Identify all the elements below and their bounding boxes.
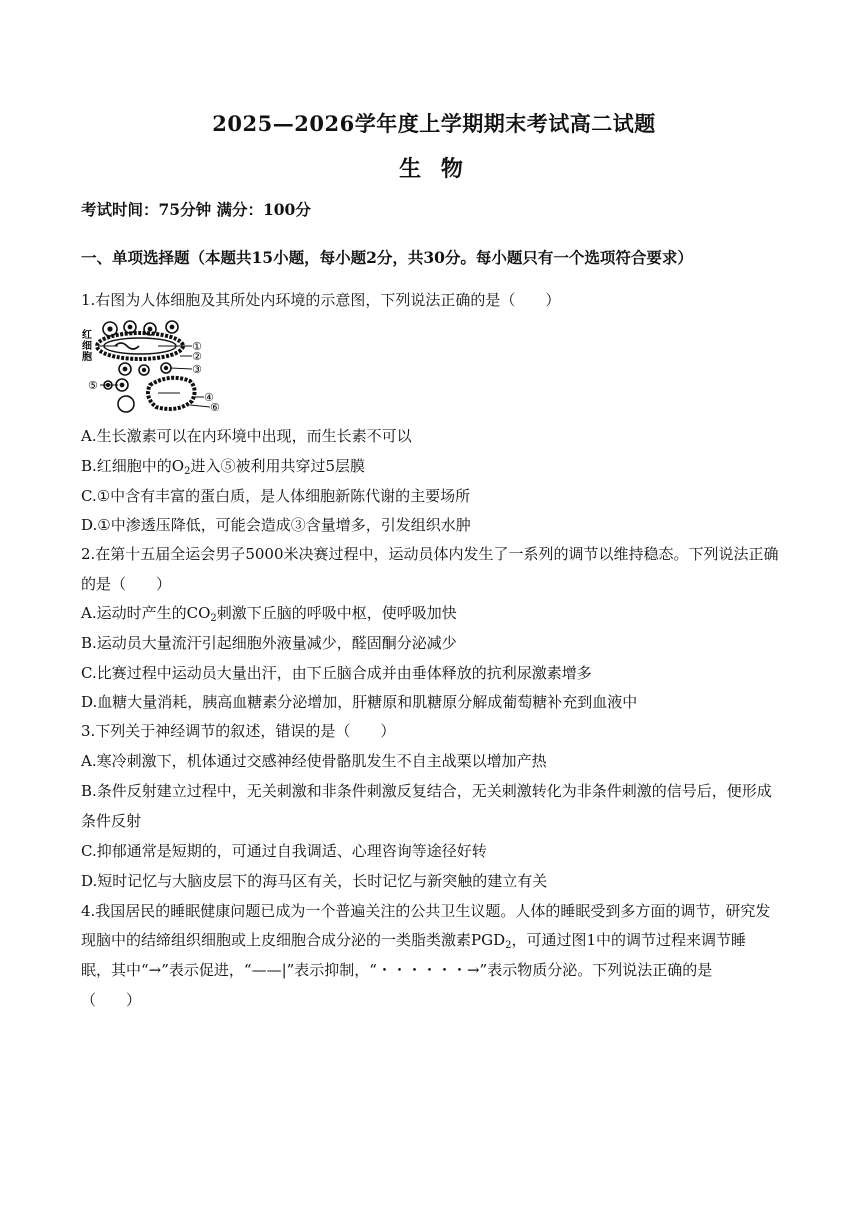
q2-option-a-sub: 2 bbox=[210, 613, 217, 624]
q4-line2-sub: 2 bbox=[505, 940, 512, 951]
question-3-stem: 3.下列关于神经调节的叙述，错误的是（ ） bbox=[81, 722, 396, 740]
red-cell-label-3: 胞 bbox=[82, 352, 92, 363]
q2-option-b: B.运动员大量流汗引起细胞外液量减少，醛固酮分泌减少 bbox=[81, 634, 457, 652]
question-4-stem-line1: 4.我国居民的睡眠健康问题已成为一个普遍关注的公共卫生议题。人体的睡眠受到多方面的调节，研究发 bbox=[81, 902, 771, 920]
q3-option-b-line2: 条件反射 bbox=[81, 812, 142, 830]
q4-line2-pre: 现脑中的结缔组织细胞或上皮细胞合成分泌的一类脂类激素PGD bbox=[81, 931, 506, 949]
q3-option-d: D.短时记忆与大脑皮层下的海马区有关，长时记忆与新突触的建立有关 bbox=[81, 872, 548, 890]
question-4-stem-line2 bbox=[81, 930, 746, 950]
q2-option-a-post: 刺激下丘脑的呼吸中枢，使呼吸加快 bbox=[216, 604, 457, 622]
section-heading: 一、单项选择题（本题共15小题，每小题2分，共30分。每小题只有一个选项符合要求） bbox=[81, 248, 693, 267]
q2-option-c: C.比赛过程中运动员大量出汗，由下丘脑合成并由垂体释放的抗利尿激素增多 bbox=[81, 664, 592, 682]
marker-2: ② bbox=[192, 350, 202, 363]
q2-option-a-pre: A.运动时产生的CO bbox=[81, 604, 211, 622]
q3-option-b-line1: B.条件反射建立过程中，无关刺激和非条件刺激反复结合，无关刺激转化为非条件刺激的信号后，便形成 bbox=[81, 782, 772, 800]
question-1-stem: 1.右图为人体细胞及其所处内环境的示意图，下列说法正确的是（ ） bbox=[81, 291, 561, 309]
question-4-stem-line4: （ ） bbox=[81, 991, 142, 1009]
q1-option-b bbox=[81, 456, 365, 476]
question-4-stem-line3: 眠，其中“→”表示促进，“——|”表示抑制，“・・・・・・→”表示物质分泌。下列说法正确的是 bbox=[81, 961, 713, 979]
exam-title: 2025—2026学年度上学期期末考试高二试题 bbox=[212, 111, 656, 136]
cell-environment-diagram bbox=[80, 313, 230, 416]
q2-option-d: D.血糖大量消耗，胰高血糖素分泌增加，肝糖原和肌糖原分解成葡萄糖补充到血液中 bbox=[81, 693, 638, 711]
q1-option-b-pre: B.红细胞中的O bbox=[81, 457, 185, 475]
q1-option-c: C.①中含有丰富的蛋白质，是人体细胞新陈代谢的主要场所 bbox=[81, 487, 471, 505]
cell-environment-figure bbox=[80, 313, 230, 416]
q3-option-a: A.寒冷刺激下，机体通过交感神经使骨骼肌发生不自主战栗以增加产热 bbox=[81, 752, 547, 770]
q1-option-d: D.①中渗透压降低，可能会造成③含量增多，引发组织水肿 bbox=[81, 516, 471, 534]
red-cell-label-2: 细 bbox=[82, 341, 92, 352]
q2-option-a bbox=[81, 603, 457, 623]
q3-option-c: C.抑郁通常是短期的，可通过自我调适、心理咨询等途径好转 bbox=[81, 842, 487, 860]
red-cell-label-1: 红 bbox=[82, 330, 92, 341]
question-2-stem-line1: 2.在第十五届全运会男子5000米决赛过程中，运动员体内发生了一系列的调节以维持稳态。下列说法正确 bbox=[81, 545, 779, 563]
marker-4: ④ bbox=[204, 391, 214, 404]
q4-line2-post: ，可通过图1中的调节过程来调节睡 bbox=[511, 931, 747, 949]
marker-3: ③ bbox=[192, 363, 202, 376]
marker-1: ① bbox=[192, 340, 202, 353]
marker-6: ⑥ bbox=[210, 401, 220, 414]
subject-title: 生 物 bbox=[399, 156, 469, 182]
q1-option-b-post: 进入⑤被利用共穿过5层膜 bbox=[190, 457, 366, 475]
q1-option-a: A.生长激素可以在内环境中出现，而生长素不可以 bbox=[81, 427, 412, 445]
q1-option-b-sub: 2 bbox=[184, 466, 191, 477]
question-2-stem-line2: 的是（ ） bbox=[81, 575, 172, 593]
exam-meta: 考试时间：75分钟 满分：100分 bbox=[81, 200, 311, 219]
marker-5: ⑤ bbox=[88, 379, 98, 392]
